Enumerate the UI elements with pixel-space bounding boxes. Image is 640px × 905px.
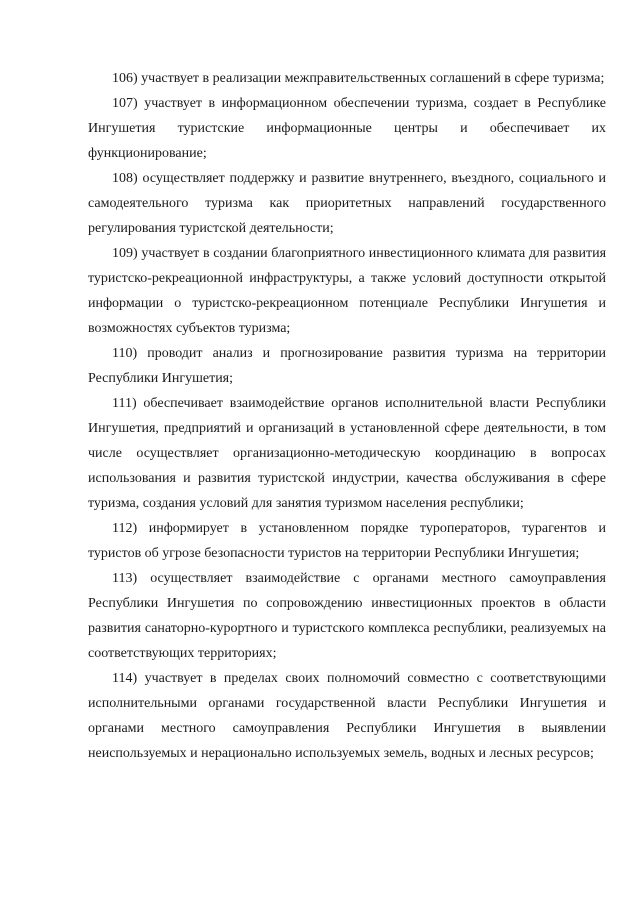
item-number: 109) — [112, 246, 138, 261]
item-text: осуществляет поддержку и развитие внутреннего, въездного, социального и самодеятельного туризма как приоритетных направлений государственного регулирования туристской деятельности; — [88, 171, 606, 236]
item-text: участвует в реализации межправительственных соглашений в сфере туризма; — [141, 71, 605, 86]
item-number: 108) — [112, 171, 138, 186]
list-item-113 — [88, 566, 606, 666]
list-item-108 — [88, 166, 606, 241]
item-number: 106) — [112, 71, 138, 86]
document-body — [88, 66, 606, 766]
list-item-110 — [88, 341, 606, 391]
item-text: информирует в установленном порядке туроператоров, турагентов и туристов об угрозе безопасности туристов на территории Республики Ингушетия; — [88, 521, 607, 561]
item-number: 111) — [112, 396, 137, 411]
item-number: 113) — [112, 571, 138, 586]
list-item-107 — [88, 91, 606, 166]
item-number: 114) — [112, 671, 138, 686]
list-item-111 — [88, 391, 606, 516]
list-item-114 — [88, 666, 606, 766]
item-text: обеспечивает взаимодействие органов исполнительной власти Республики Ингушетия, предприятий и организаций в установленной сфере деятельности, в том числе осуществляет организационно-методическую координацию в вопросах использования и развития туристской индустрии, качества обслуживания в сфере туризма, создания условий для занятия туризмом населения республики; — [88, 396, 606, 511]
item-number: 110) — [112, 346, 138, 361]
list-item-109 — [88, 241, 606, 341]
item-text: участвует в пределах своих полномочий совместно с соответствующими исполнительными органами государственной власти Республики Ингушетия и органами местного самоуправления Республики Ингушетия в выявлении неиспользуемых и нерационально используемых земель, водных и лесных ресурсов; — [88, 671, 607, 761]
item-text: участвует в создании благоприятного инвестиционного климата для развития туристско-рекреационной инфраструктуры, а также условий доступности открытой информации о туристско-рекреационном потенциале Республики Ингушетия и возможностях субъектов туризма; — [88, 246, 607, 336]
item-text: участвует в информационном обеспечении туризма, создает в Республике Ингушетия туристские информационные центры и обеспечивает их функционирование; — [88, 96, 607, 161]
item-text: проводит анализ и прогнозирование развития туризма на территории Республики Ингушетия; — [88, 346, 606, 386]
list-item-112 — [88, 516, 606, 566]
item-number: 112) — [112, 521, 138, 536]
item-text: осуществляет взаимодействие с органами местного самоуправления Республики Ингушетия по сопровождению инвестиционных проектов в области развития санаторно-курортного и туристского комплекса республики, реализуемых на соответствующих территориях; — [88, 571, 606, 661]
item-number: 107) — [112, 96, 138, 111]
list-item-106 — [88, 66, 606, 91]
